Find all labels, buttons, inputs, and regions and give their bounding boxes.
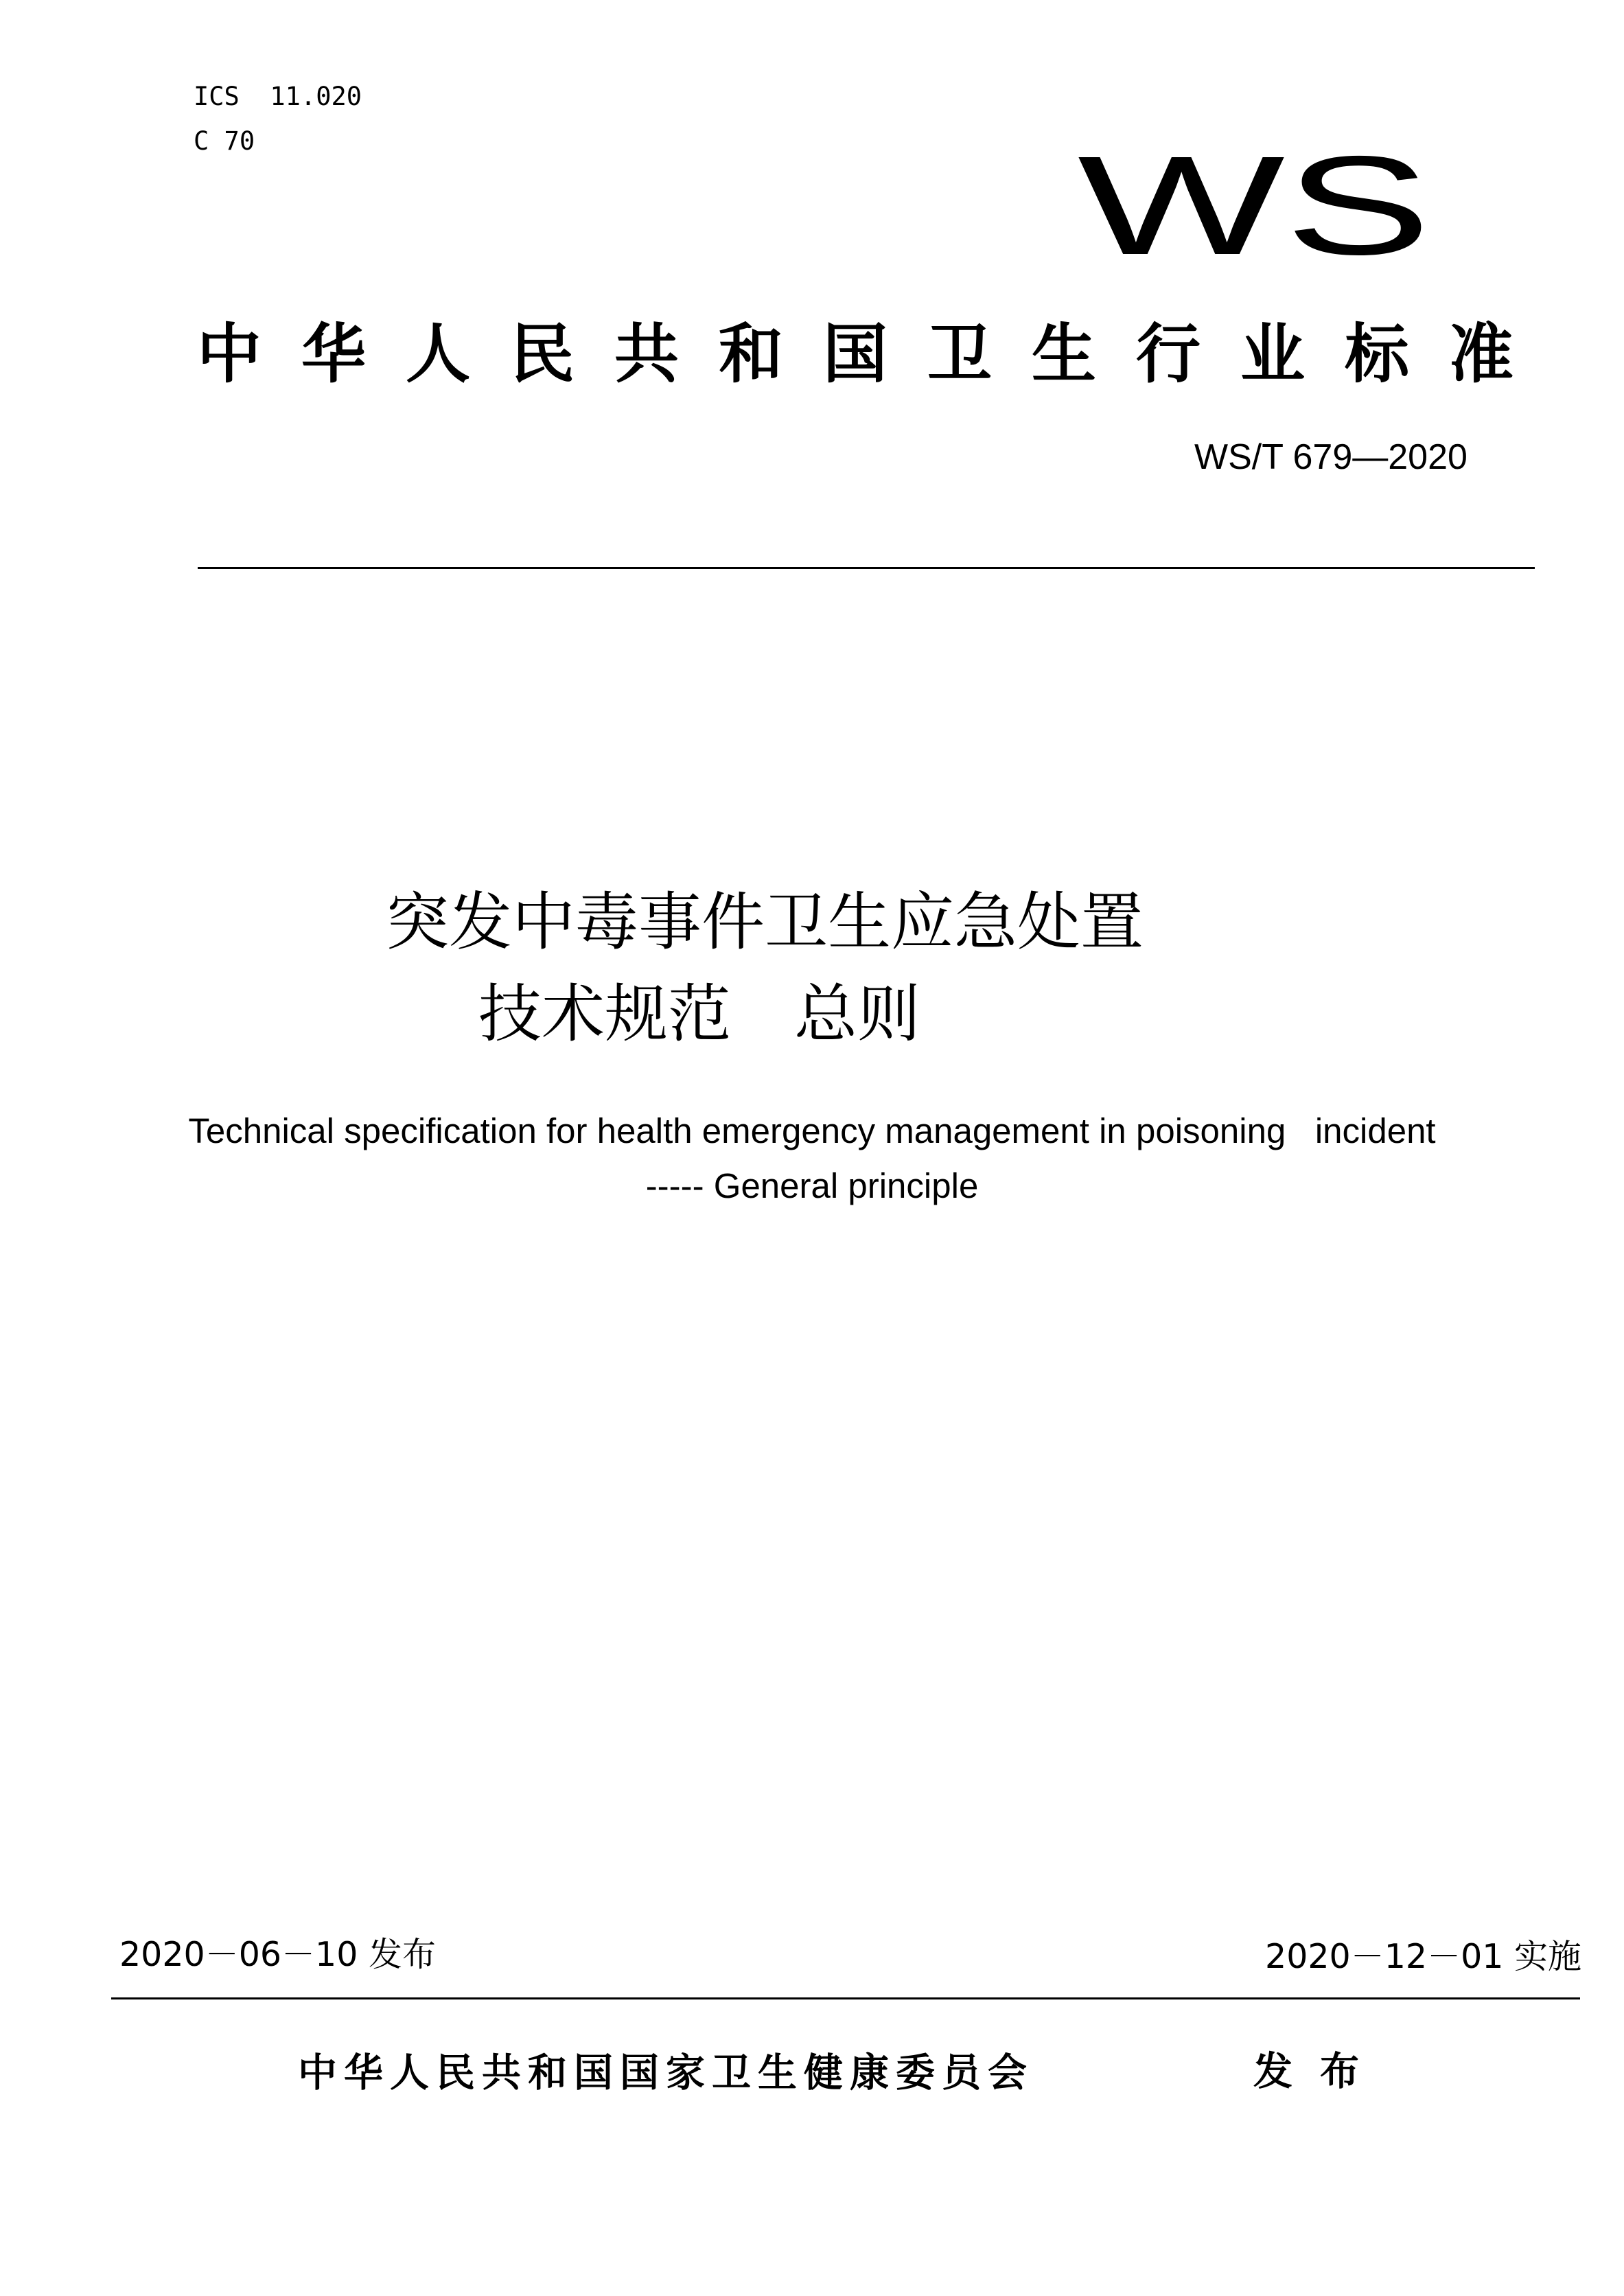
title-en-line-2: ----- General principle [645, 1166, 979, 1205]
standard-number: WS/T 679—2020 [1194, 437, 1468, 477]
issue-label: 发布 [1253, 2049, 1387, 2094]
title-zh-line-2: 技术规范 总则 [478, 977, 921, 1051]
ccs-code: C 70 [194, 126, 255, 156]
header-divider [198, 567, 1535, 569]
issuing-authority: 中华人民共和国国家卫生健康委员会 [298, 2050, 1034, 2096]
ics-code: ICS 11.020 [194, 82, 362, 111]
title-zh-line-1: 突发中毒事件卫生应急处置 [386, 885, 1144, 959]
implementation-date: 2020－12－01 实施 [1265, 1937, 1581, 1976]
footer-divider [111, 1997, 1580, 1999]
issue-date: 2020－06－10 发布 [119, 1935, 436, 1974]
title-en-line-1: Technical specification for health emergency management in poisoning incident [188, 1111, 1436, 1150]
standard-type-heading: 中华人民共和国卫生行业标准 [197, 317, 1554, 392]
ws-logo [1078, 151, 1435, 261]
ws-logo-text: WS [1078, 151, 1431, 261]
